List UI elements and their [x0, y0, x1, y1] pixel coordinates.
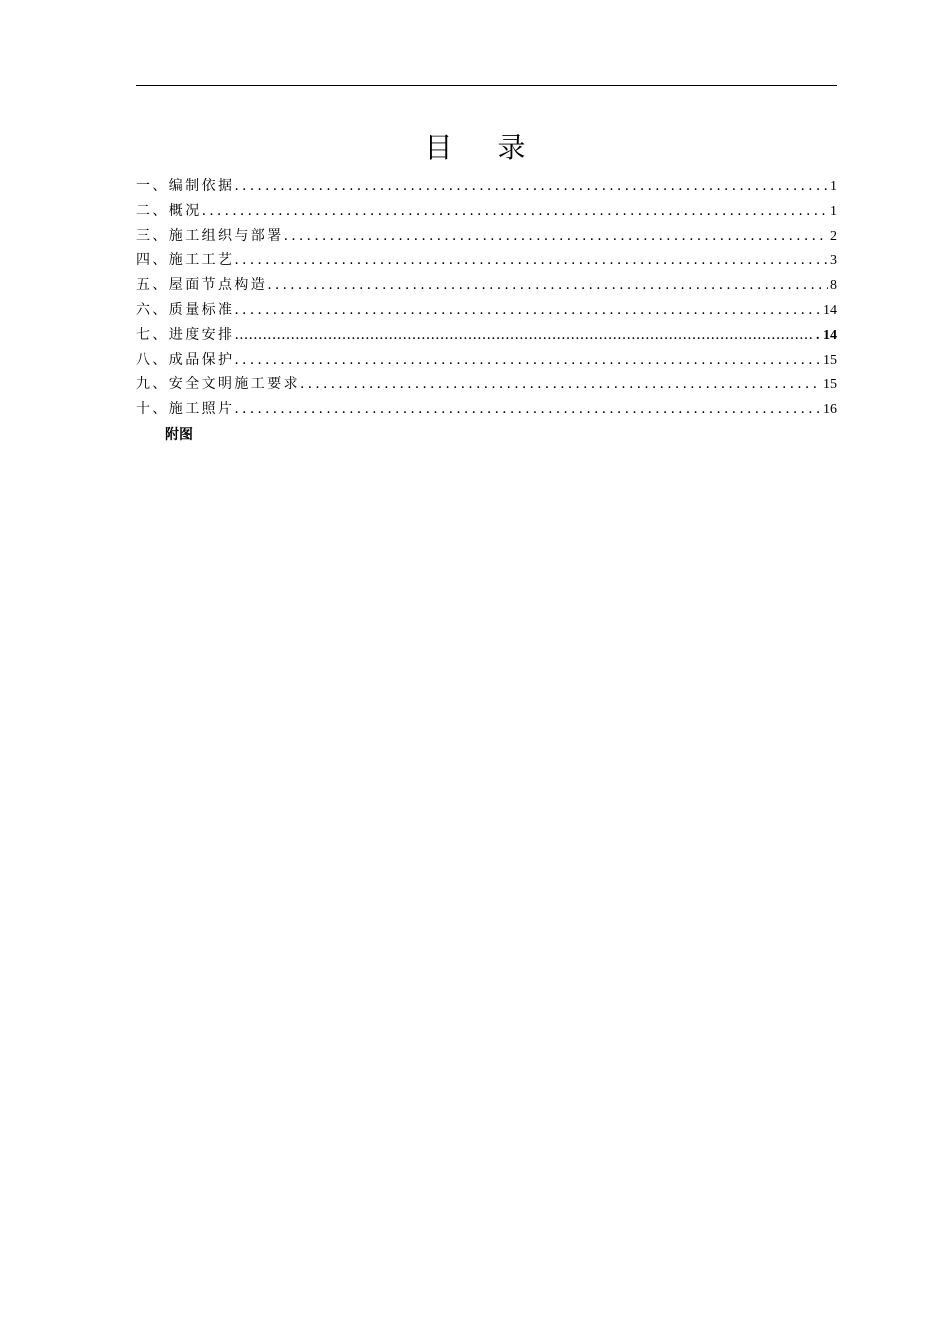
toc-entry-page: 16	[823, 402, 837, 418]
toc-entry-label: 八、成品保护	[136, 351, 235, 368]
toc-entry-leader	[234, 348, 821, 373]
toc-entry[interactable]	[136, 372, 837, 397]
toc-entry[interactable]	[136, 323, 837, 348]
toc-entry[interactable]	[136, 298, 837, 323]
toc-entry-label: 四、施工工艺	[136, 252, 235, 269]
toc-entry-leader	[300, 372, 821, 397]
toc-entry-page: 2	[830, 228, 837, 244]
toc-entry-leader	[234, 397, 821, 422]
toc-entry-page: 14	[823, 302, 837, 318]
toc-entry-page: 15	[823, 377, 837, 393]
toc-entry[interactable]	[136, 348, 837, 373]
toc-entry-leader	[284, 224, 828, 249]
toc-entry[interactable]	[136, 248, 837, 273]
toc-entry-label: 三、施工组织与部署	[136, 227, 284, 244]
toc-entry-page: 15	[823, 352, 837, 368]
toc-entry-leader	[202, 199, 828, 224]
toc-entry-label: 五、屋面节点构造	[136, 277, 268, 294]
toc-entry-leader	[234, 298, 821, 323]
toc-entry-label: 六、质量标准	[136, 301, 235, 318]
appendix-label: 附图	[165, 427, 193, 443]
toc-entry-label: 七、进度安排	[136, 326, 235, 343]
toc-entry-page: 8	[830, 278, 837, 294]
toc-entry[interactable]	[136, 224, 837, 249]
toc-entry-leader	[234, 248, 828, 273]
toc-list	[136, 174, 837, 422]
toc-entry[interactable]	[136, 397, 837, 422]
toc-entry-label: 九、安全文明施工要求	[136, 376, 300, 393]
toc-entry-leader	[234, 323, 814, 348]
toc-entry-leader	[267, 273, 828, 298]
toc-entry-label: 十、施工照片	[136, 401, 235, 418]
toc-entry-page: 3	[830, 253, 837, 269]
toc-entry-leader	[234, 174, 828, 199]
header-rule	[136, 85, 837, 86]
toc-title: 目 录	[424, 131, 544, 164]
toc-entry[interactable]	[136, 273, 837, 298]
toc-entry-page: . 14	[816, 327, 837, 343]
toc-entry-page: 1	[830, 179, 837, 194]
toc-entry[interactable]	[136, 174, 837, 199]
toc-entry-label: 一、编制依据	[136, 178, 235, 194]
toc-entry-label: 二、概况	[136, 202, 202, 219]
toc-entry[interactable]	[136, 199, 837, 224]
toc-entry-page: 1	[830, 203, 837, 219]
